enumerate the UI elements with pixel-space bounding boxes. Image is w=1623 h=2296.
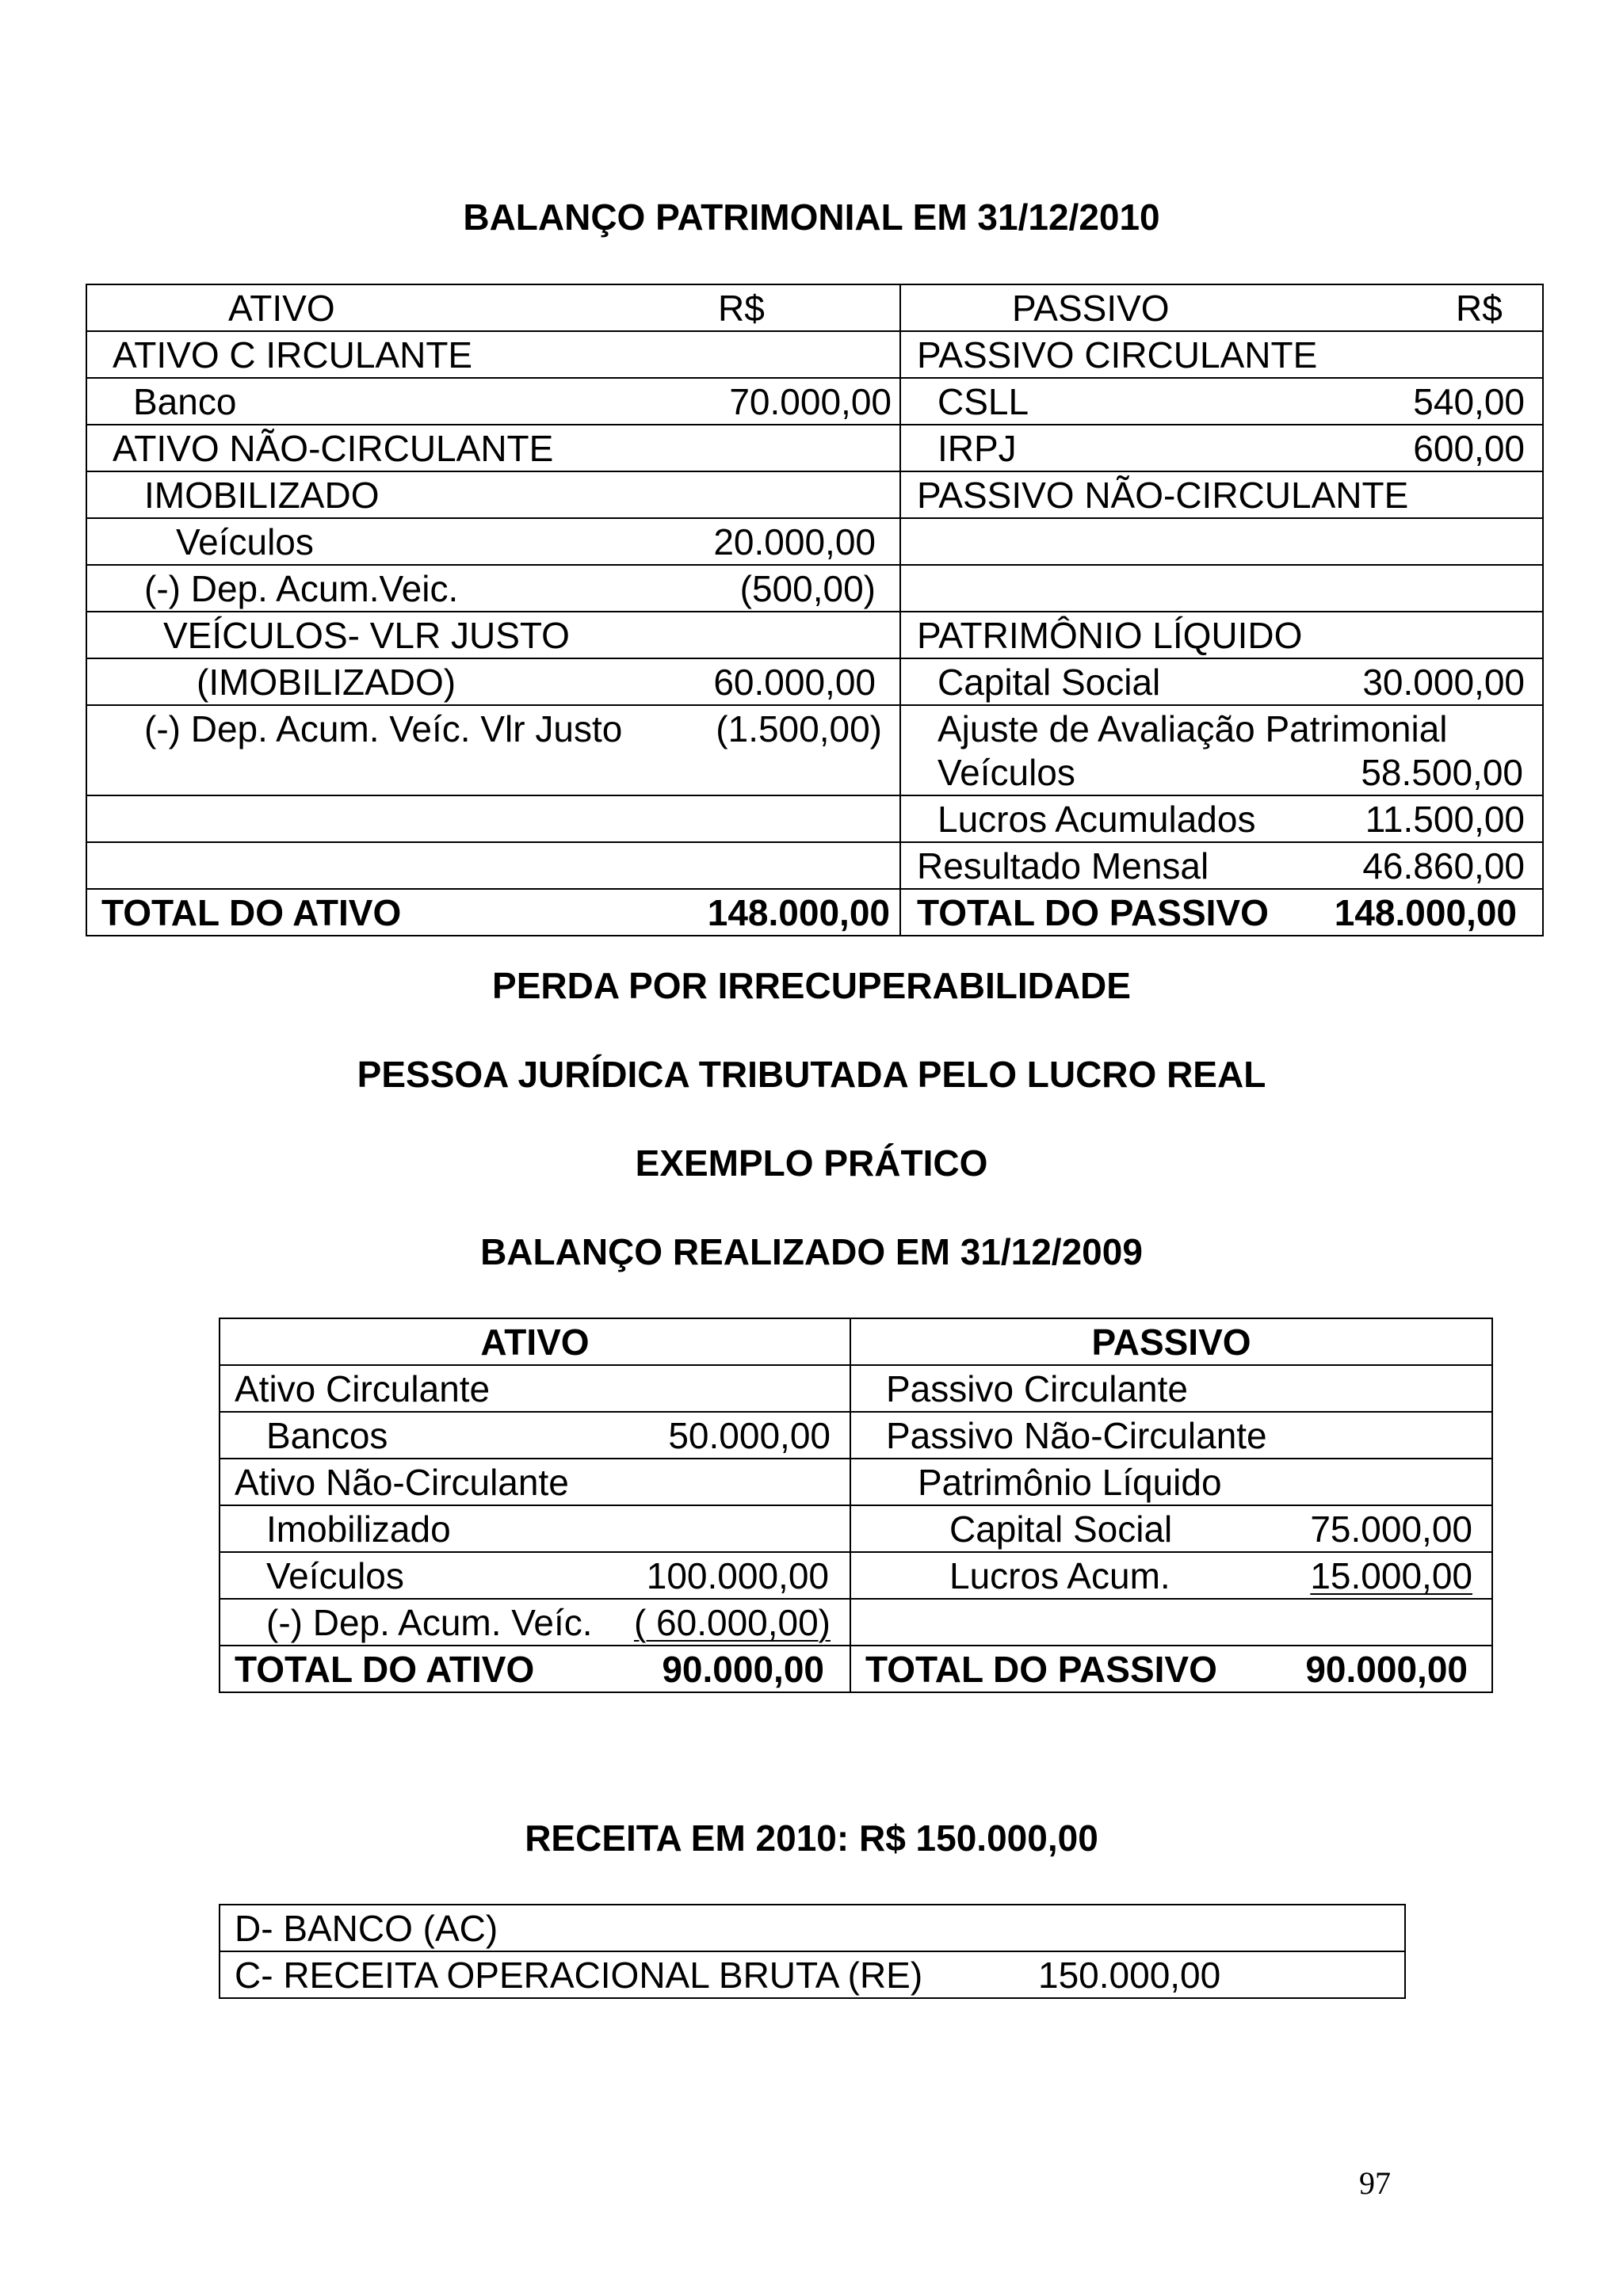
table-row	[86, 284, 1543, 331]
balance-sheet-2010-table	[86, 284, 1544, 936]
credito-value: 150.000,00	[1038, 1955, 1221, 1996]
passivo-nao-circulante-label: PASSIVO NÃO-CIRCULANTE	[917, 475, 1409, 516]
passivo-header: PASSIVO	[1012, 288, 1170, 329]
csll-value: 540,00	[1413, 381, 1525, 422]
total-passivo-2009-label: TOTAL DO PASSIVO	[865, 1649, 1217, 1690]
vlr-justo-value: 60.000,00	[713, 662, 876, 703]
dep-acum-veic-2009-value: ( 60.000,00)	[633, 1602, 831, 1643]
bancos-2009-value: 50.000,00	[668, 1415, 831, 1456]
table-row	[86, 565, 1543, 612]
pessoa-juridica-heading: PESSOA JURÍDICA TRIBUTADA PELO LUCRO REAL	[357, 1054, 1266, 1095]
veiculos-label: Veículos	[176, 521, 314, 563]
table-row	[86, 658, 1543, 705]
veiculos-2009-value: 100.000,00	[646, 1555, 829, 1596]
banco-value: 70.000,00	[729, 381, 892, 422]
capital-social-label: Capital Social	[938, 662, 1161, 703]
table-row	[86, 378, 1543, 425]
capital-social-2009-label: Capital Social	[949, 1508, 1173, 1550]
journal-entry-table	[219, 1904, 1406, 1999]
patrimonio-liquido-label: PATRIMÔNIO LÍQUIDO	[917, 615, 1303, 656]
total-passivo-value: 148.000,00	[1334, 892, 1517, 933]
ativo-circulante-label: ATIVO C IRCULANTE	[113, 334, 473, 376]
ativo-nao-circulante-label: ATIVO NÃO-CIRCULANTE	[113, 428, 554, 469]
total-passivo-2009-value: 90.000,00	[1305, 1649, 1468, 1690]
ativo-header: ATIVO	[228, 288, 335, 329]
ativo-circulante-2009-label: Ativo Circulante	[235, 1368, 491, 1409]
table-row	[220, 1505, 1492, 1552]
debito-entry: D- BANCO (AC)	[235, 1908, 498, 1949]
imobilizado-vlr-justo-label: (IMOBILIZADO)	[197, 662, 456, 703]
table-row	[86, 331, 1543, 378]
table-row	[86, 795, 1543, 842]
table-row	[220, 1459, 1492, 1505]
passivo-nao-circulante-2009-label: Passivo Não-Circulante	[886, 1415, 1267, 1456]
ajuste-veiculos-value: 58.500,00	[1361, 752, 1523, 793]
total-ativo-label: TOTAL DO ATIVO	[101, 892, 402, 933]
table-row	[220, 1318, 1492, 1365]
balance-sheet-2009-title: BALANÇO REALIZADO EM 31/12/2009	[480, 1231, 1143, 1272]
total-passivo-label: TOTAL DO PASSIVO	[917, 892, 1269, 933]
bancos-2009-label: Bancos	[266, 1415, 388, 1456]
perda-heading: PERDA POR IRRECUPERABILIDADE	[492, 965, 1131, 1006]
total-ativo-2009-label: TOTAL DO ATIVO	[235, 1649, 535, 1690]
csll-label: CSLL	[938, 381, 1029, 422]
lucros-acum-2009-label: Lucros Acum.	[949, 1555, 1170, 1596]
table-row	[86, 612, 1543, 658]
table-row	[220, 1365, 1492, 1412]
ajuste-veiculos-label: Veículos	[938, 752, 1075, 793]
ativo-currency-header: R$	[718, 288, 765, 329]
balance-sheet-2010-title: BALANÇO PATRIMONIAL EM 31/12/2010	[463, 196, 1160, 238]
exemplo-heading: EXEMPLO PRÁTICO	[635, 1142, 988, 1184]
patrimonio-liquido-2009-label: Patrimônio Líquido	[918, 1462, 1222, 1503]
balance-sheet-2009-table	[219, 1318, 1493, 1693]
total-ativo-value: 148.000,00	[707, 892, 890, 933]
passivo-circulante-2009-label: Passivo Circulante	[886, 1368, 1188, 1409]
table-row	[220, 1552, 1492, 1599]
table-row	[220, 1412, 1492, 1459]
receita-heading: RECEITA EM 2010: R$ 150.000,00	[525, 1817, 1098, 1859]
imobilizado-label: IMOBILIZADO	[144, 475, 380, 516]
passivo-2009-header: PASSIVO	[1091, 1322, 1251, 1363]
lucros-acum-2009-value: 15.000,00	[1310, 1555, 1472, 1596]
banco-label: Banco	[133, 381, 237, 422]
table-row	[220, 1905, 1405, 1951]
imobilizado-2009-label: Imobilizado	[266, 1508, 451, 1550]
resultado-mensal-value: 46.860,00	[1362, 845, 1525, 887]
lucros-acumulados-label: Lucros Acumulados	[938, 799, 1256, 840]
resultado-mensal-label: Resultado Mensal	[917, 845, 1209, 887]
table-row	[86, 471, 1543, 518]
capital-social-2009-value: 75.000,00	[1310, 1508, 1472, 1550]
dep-acum-veic-2009-label: (-) Dep. Acum. Veíc.	[266, 1602, 593, 1643]
table-row	[220, 1646, 1492, 1692]
ajuste-avaliacao-label: Ajuste de Avaliação Patrimonial	[938, 708, 1448, 749]
passivo-currency-header: R$	[1456, 288, 1503, 329]
table-row	[220, 1599, 1492, 1646]
veiculos-value: 20.000,00	[713, 521, 876, 563]
dep-vlr-justo-label: (-) Dep. Acum. Veíc. Vlr Justo	[144, 708, 623, 749]
total-ativo-2009-value: 90.000,00	[662, 1649, 824, 1690]
ativo-nao-circulante-2009-label: Ativo Não-Circulante	[235, 1462, 569, 1503]
irpj-label: IRPJ	[938, 428, 1017, 469]
passivo-header-cell	[900, 284, 1543, 331]
dep-acum-veic-value: (500,00)	[739, 568, 876, 609]
capital-social-value: 30.000,00	[1362, 662, 1525, 703]
table-row	[86, 425, 1543, 471]
irpj-value: 600,00	[1413, 428, 1525, 469]
passivo-circulante-label: PASSIVO CIRCULANTE	[917, 334, 1318, 376]
table-row	[86, 518, 1543, 565]
dep-vlr-justo-value: (1.500,00)	[716, 708, 882, 749]
table-row	[86, 705, 1543, 795]
table-row	[86, 842, 1543, 889]
credito-entry: C- RECEITA OPERACIONAL BRUTA (RE)	[235, 1955, 923, 1996]
table-row	[86, 889, 1543, 936]
page-number: 97	[1359, 2165, 1391, 2201]
ativo-header-cell	[86, 284, 900, 331]
dep-acum-veic-label: (-) Dep. Acum.Veic.	[144, 568, 459, 609]
veiculos-2009-label: Veículos	[266, 1555, 404, 1596]
veiculos-vlr-justo-label: VEÍCULOS- VLR JUSTO	[163, 615, 570, 656]
ativo-2009-header: ATIVO	[480, 1322, 590, 1363]
table-row	[220, 1951, 1405, 1998]
lucros-acumulados-value: 11.500,00	[1365, 799, 1525, 840]
